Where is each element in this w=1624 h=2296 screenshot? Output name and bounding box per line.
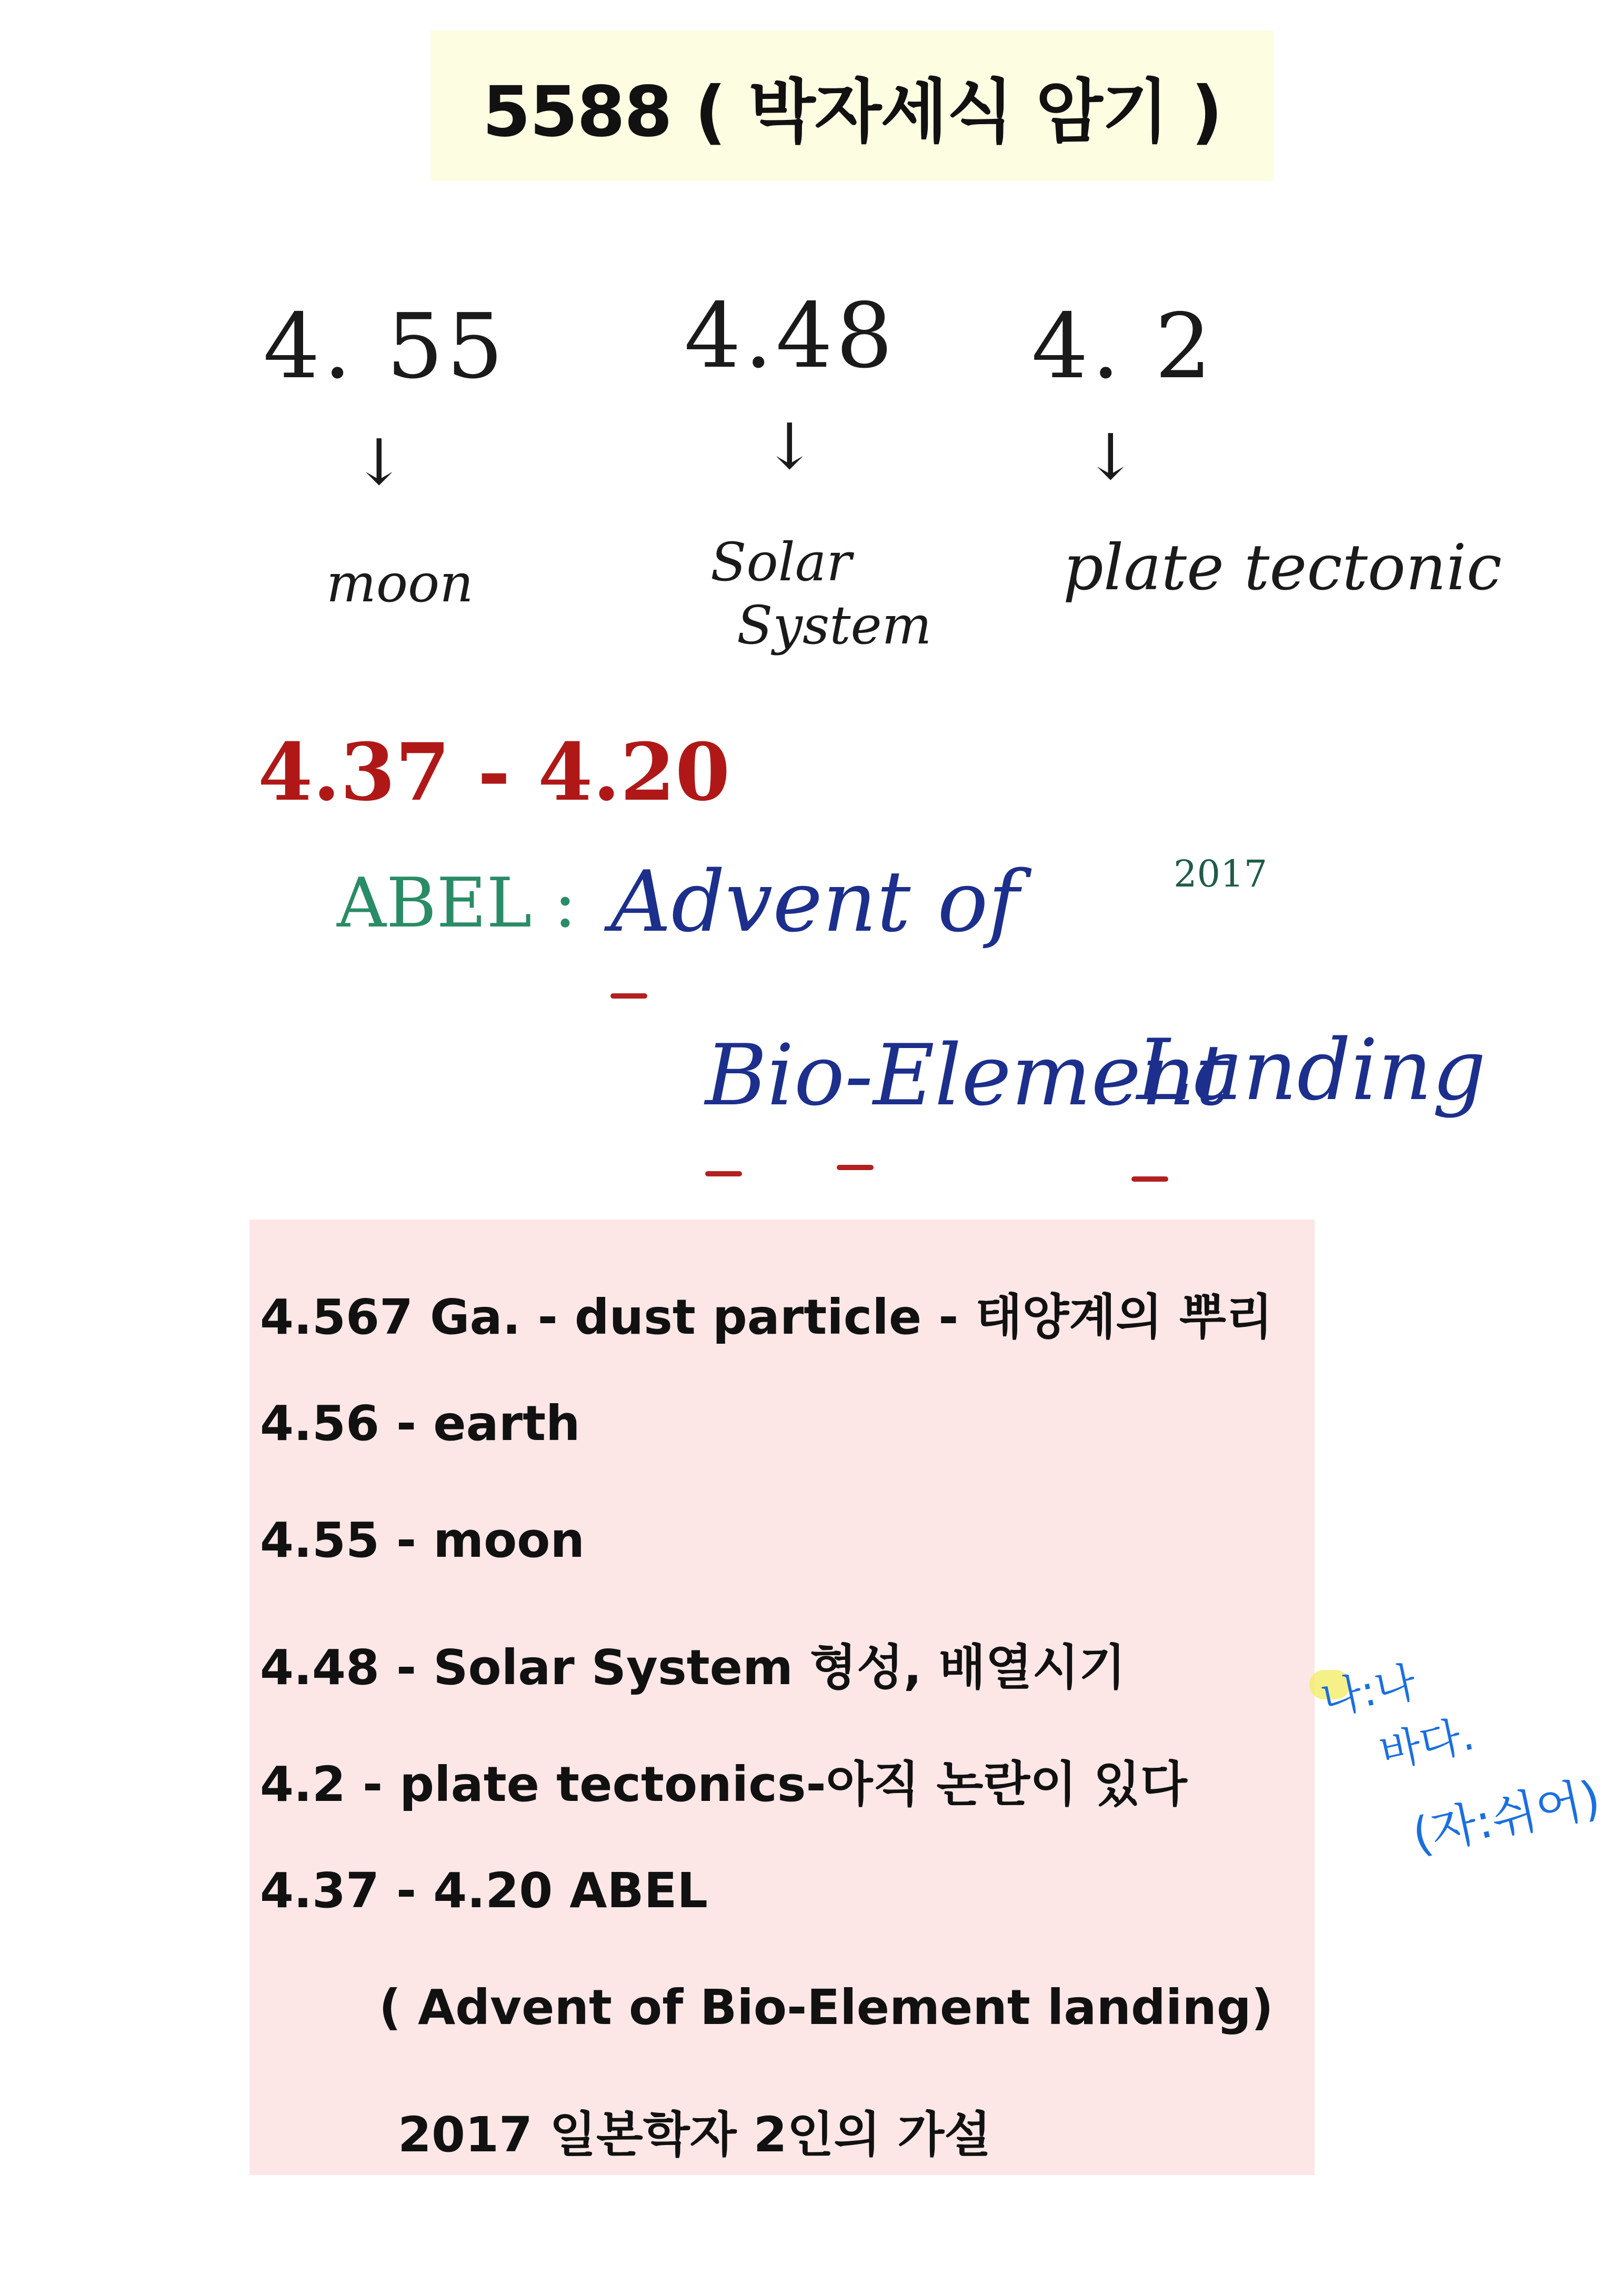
summary-line-8: 2017 일본학자 2인의 가설 [398, 2107, 991, 2163]
underline-mark [705, 1171, 742, 1176]
handwritten-advent-of: Advent of [610, 852, 1019, 951]
summary-line-6: 4.37 - 4.20 ABEL [260, 1862, 708, 1919]
summary-line-7: ( Advent of Bio-Element landing) [379, 1979, 1274, 2036]
arrow-down-icon: ↓ [1084, 421, 1137, 494]
summary-line-3: 4.55 - moon [260, 1512, 585, 1568]
handwritten-range: 4.37 - 4.20 [258, 726, 730, 819]
handwritten-year: 2017 [1174, 852, 1268, 895]
summary-line-4: 4.48 - Solar System 형성, 배열시기 [260, 1639, 1126, 1696]
side-note-line-1: 나:나 [1316, 1657, 1420, 1725]
summary-line-5: 4.2 - plate tectonics-아직 논란이 있다 [260, 1756, 1187, 1812]
side-note-line-3: (자:쉬어) [1407, 1770, 1606, 1864]
handwritten-number-448: 4.48 [684, 284, 896, 388]
title-banner [430, 31, 1274, 181]
handwritten-label-solar: Solar [710, 531, 852, 593]
handwritten-label-moon: moon [326, 552, 474, 614]
handwritten-number-42: 4. 2 [1031, 295, 1215, 399]
arrow-down-icon: ↓ [763, 410, 816, 484]
summary-line-2: 4.56 - earth [260, 1395, 580, 1452]
arrow-down-icon: ↓ [353, 426, 406, 499]
summary-line-1: 4.567 Ga. - dust particle - 태양계의 뿌리 [260, 1289, 1273, 1345]
handwritten-label-plate-tectonic: plate tectonic [1063, 531, 1502, 605]
underline-mark [610, 993, 647, 999]
handwritten-abel: ABEL : [337, 863, 577, 943]
handwritten-label-system: System [737, 595, 932, 656]
underline-mark [1131, 1176, 1168, 1182]
underline-mark [837, 1165, 874, 1170]
page-title: 5588 ( 박자세식 암기 ) [482, 72, 1222, 153]
side-note-line-2: 바다. [1375, 1710, 1479, 1778]
handwritten-number-455: 4. 55 [263, 295, 507, 399]
handwritten-bio-element: Bio-Element [705, 1026, 1229, 1124]
handwritten-landing: Landing [1137, 1021, 1486, 1119]
